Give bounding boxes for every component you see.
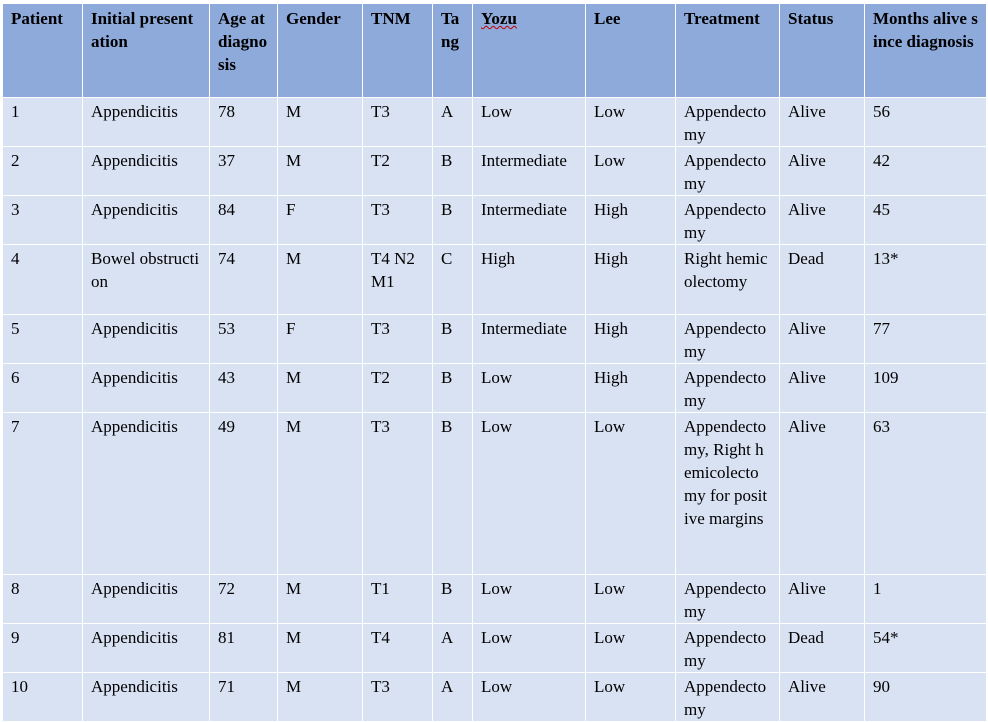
cell-lee: Low xyxy=(586,413,676,575)
cell-tnm: T3 xyxy=(363,98,433,147)
cell-lee: Low xyxy=(586,624,676,673)
cell-lee: Low xyxy=(586,575,676,624)
table-row xyxy=(3,147,987,196)
cell-yozu: Intermediate xyxy=(473,147,586,196)
cell-tnm: T4 N2 M1 xyxy=(363,245,433,315)
cell-tnm: T2 xyxy=(363,364,433,413)
table-header xyxy=(3,4,987,98)
cell-months-alive: 63 xyxy=(865,413,987,575)
cell-lee: High xyxy=(586,364,676,413)
cell-patient: 4 xyxy=(3,245,83,315)
cell-gender: M xyxy=(278,575,363,624)
header-yozu: Yozu xyxy=(473,4,586,98)
header-tnm: TNM xyxy=(363,4,433,98)
cell-tang: B xyxy=(433,413,473,575)
cell-tang: A xyxy=(433,624,473,673)
cell-status: Alive xyxy=(780,98,865,147)
cell-status: Alive xyxy=(780,575,865,624)
cell-lee: Low xyxy=(586,673,676,722)
header-patient: Patient xyxy=(3,4,83,98)
cell-tang: A xyxy=(433,673,473,722)
cell-tang: B xyxy=(433,364,473,413)
cell-patient: 7 xyxy=(3,413,83,575)
cell-initial-presentation: Appendicitis xyxy=(83,315,210,364)
header-status: Status xyxy=(780,4,865,98)
cell-lee: Low xyxy=(586,98,676,147)
cell-tang: A xyxy=(433,98,473,147)
cell-age: 71 xyxy=(210,673,278,722)
cell-tnm: T1 xyxy=(363,575,433,624)
cell-yozu: Low xyxy=(473,575,586,624)
table-row xyxy=(3,196,987,245)
table-row xyxy=(3,673,987,722)
table-row xyxy=(3,575,987,624)
cell-yozu: Low xyxy=(473,413,586,575)
cell-tang: C xyxy=(433,245,473,315)
cell-status: Alive xyxy=(780,315,865,364)
cell-initial-presentation: Appendicitis xyxy=(83,413,210,575)
cell-months-alive: 45 xyxy=(865,196,987,245)
cell-age: 81 xyxy=(210,624,278,673)
cell-age: 53 xyxy=(210,315,278,364)
cell-patient: 1 xyxy=(3,98,83,147)
table-row xyxy=(3,245,987,315)
cell-treatment: Appendectomy xyxy=(676,315,780,364)
cell-tang: B xyxy=(433,575,473,624)
cell-gender: M xyxy=(278,147,363,196)
cell-initial-presentation: Appendicitis xyxy=(83,575,210,624)
cell-lee: Low xyxy=(586,147,676,196)
cell-treatment: Appendectomy xyxy=(676,98,780,147)
cell-age: 37 xyxy=(210,147,278,196)
cell-lee: High xyxy=(586,315,676,364)
cell-initial-presentation: Appendicitis xyxy=(83,624,210,673)
cell-months-alive: 13* xyxy=(865,245,987,315)
cell-initial-presentation: Bowel obstruction xyxy=(83,245,210,315)
cell-gender: F xyxy=(278,196,363,245)
cell-status: Alive xyxy=(780,147,865,196)
cell-yozu: Low xyxy=(473,98,586,147)
cell-patient: 5 xyxy=(3,315,83,364)
cell-age: 74 xyxy=(210,245,278,315)
cell-gender: M xyxy=(278,673,363,722)
cell-gender: F xyxy=(278,315,363,364)
cell-patient: 10 xyxy=(3,673,83,722)
cell-age: 43 xyxy=(210,364,278,413)
header-initial-presentation: Initial presentation xyxy=(83,4,210,98)
table-row xyxy=(3,98,987,147)
cell-tnm: T3 xyxy=(363,196,433,245)
cell-tang: B xyxy=(433,196,473,245)
cell-patient: 9 xyxy=(3,624,83,673)
cell-initial-presentation: Appendicitis xyxy=(83,98,210,147)
cell-treatment: Appendectomy xyxy=(676,575,780,624)
header-treatment: Treatment xyxy=(676,4,780,98)
header-tang: Tang xyxy=(433,4,473,98)
cell-treatment: Right hemicolectomy xyxy=(676,245,780,315)
table-row xyxy=(3,364,987,413)
cell-patient: 6 xyxy=(3,364,83,413)
cell-initial-presentation: Appendicitis xyxy=(83,364,210,413)
cell-months-alive: 90 xyxy=(865,673,987,722)
cell-gender: M xyxy=(278,245,363,315)
cell-status: Dead xyxy=(780,245,865,315)
cell-yozu: Low xyxy=(473,364,586,413)
header-row xyxy=(3,4,987,98)
cell-treatment: Appendectomy xyxy=(676,196,780,245)
cell-months-alive: 109 xyxy=(865,364,987,413)
cell-age: 72 xyxy=(210,575,278,624)
cell-patient: 8 xyxy=(3,575,83,624)
header-months-alive: Months alive since diagnosis xyxy=(865,4,987,98)
cell-treatment: Appendectomy xyxy=(676,364,780,413)
cell-treatment: Appendectomy xyxy=(676,624,780,673)
cell-gender: M xyxy=(278,98,363,147)
cell-status: Alive xyxy=(780,196,865,245)
cell-lee: High xyxy=(586,245,676,315)
header-lee: Lee xyxy=(586,4,676,98)
cell-patient: 2 xyxy=(3,147,83,196)
cell-gender: M xyxy=(278,413,363,575)
cell-status: Alive xyxy=(780,413,865,575)
cell-age: 49 xyxy=(210,413,278,575)
cell-initial-presentation: Appendicitis xyxy=(83,673,210,722)
cell-months-alive: 56 xyxy=(865,98,987,147)
table-row xyxy=(3,624,987,673)
cell-tnm: T3 xyxy=(363,673,433,722)
cell-yozu: Intermediate xyxy=(473,315,586,364)
cell-status: Alive xyxy=(780,673,865,722)
cell-tang: B xyxy=(433,315,473,364)
table-row xyxy=(3,413,987,575)
cell-age: 78 xyxy=(210,98,278,147)
cell-yozu: Intermediate xyxy=(473,196,586,245)
table-body xyxy=(3,98,987,722)
cell-gender: M xyxy=(278,624,363,673)
cell-status: Alive xyxy=(780,364,865,413)
cell-patient: 3 xyxy=(3,196,83,245)
cell-yozu: Low xyxy=(473,673,586,722)
cell-months-alive: 42 xyxy=(865,147,987,196)
cell-months-alive: 77 xyxy=(865,315,987,364)
cell-status: Dead xyxy=(780,624,865,673)
cell-treatment: Appendectomy xyxy=(676,147,780,196)
cell-treatment: Appendectomy, Right hemicolectomy for positive margins xyxy=(676,413,780,575)
header-gender: Gender xyxy=(278,4,363,98)
patient-table xyxy=(2,3,987,722)
cell-months-alive: 1 xyxy=(865,575,987,624)
cell-yozu: Low xyxy=(473,624,586,673)
cell-yozu: High xyxy=(473,245,586,315)
cell-initial-presentation: Appendicitis xyxy=(83,147,210,196)
cell-tang: B xyxy=(433,147,473,196)
cell-lee: High xyxy=(586,196,676,245)
cell-tnm: T3 xyxy=(363,413,433,575)
cell-tnm: T4 xyxy=(363,624,433,673)
header-age-at-diagnosis: Age at diagnosis xyxy=(210,4,278,98)
cell-age: 84 xyxy=(210,196,278,245)
patient-table-container xyxy=(2,3,987,722)
cell-tnm: T3 xyxy=(363,315,433,364)
cell-months-alive: 54* xyxy=(865,624,987,673)
cell-gender: M xyxy=(278,364,363,413)
cell-treatment: Appendectomy xyxy=(676,673,780,722)
table-row xyxy=(3,315,987,364)
cell-initial-presentation: Appendicitis xyxy=(83,196,210,245)
cell-tnm: T2 xyxy=(363,147,433,196)
